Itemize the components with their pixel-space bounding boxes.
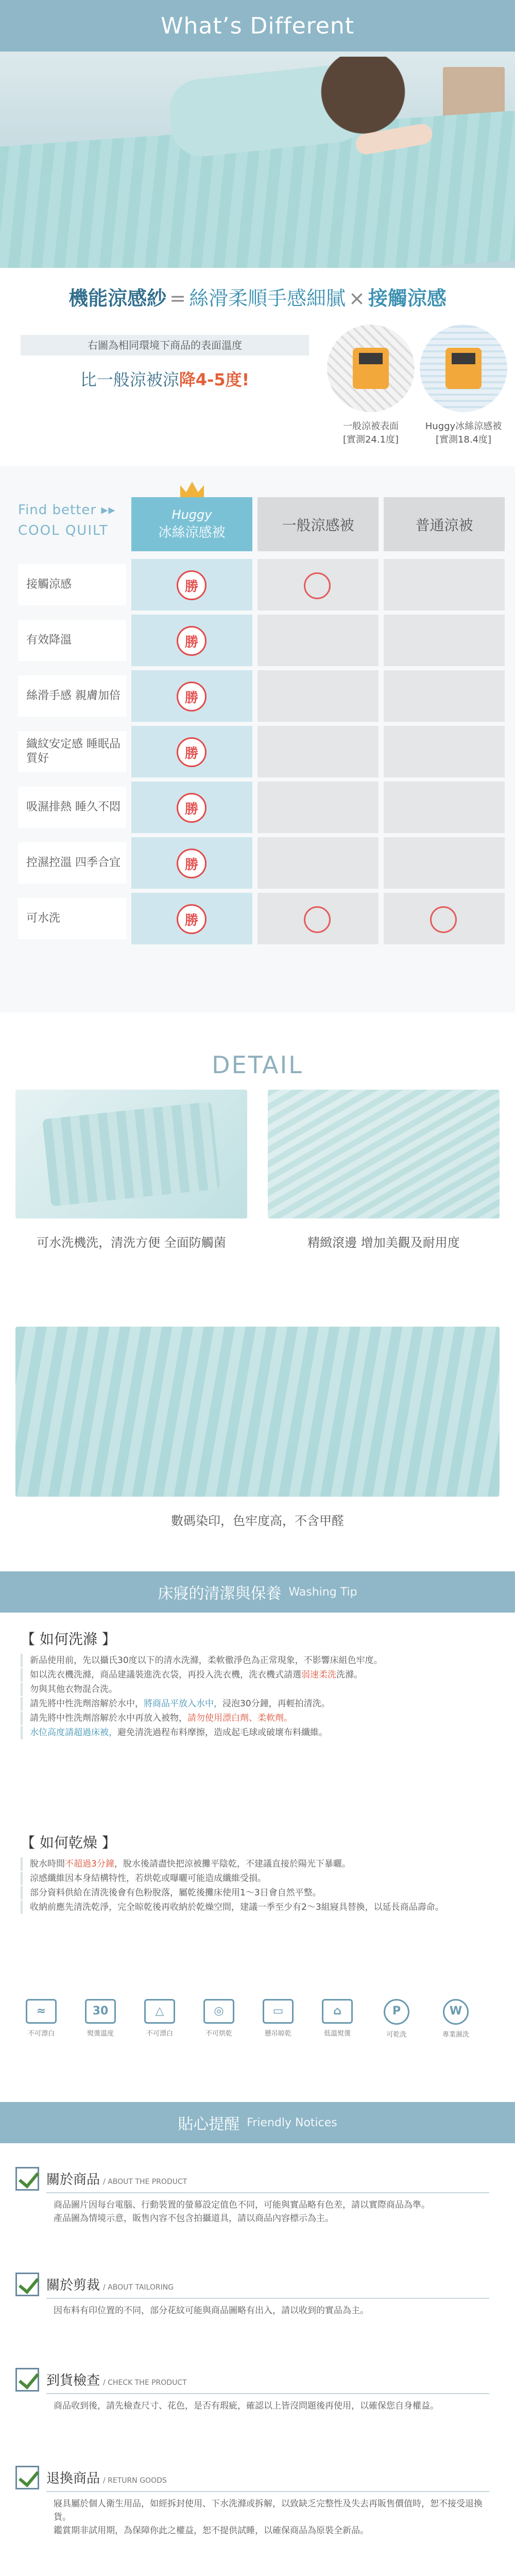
function-title: [0, 282, 515, 311]
care-label: 不可烘乾: [205, 2030, 232, 2038]
care-instruction: [21, 1886, 494, 1900]
normal-cell: [384, 726, 505, 777]
instruction-text: 洗滌。: [336, 1670, 363, 1680]
washing-banner-en: Washing Tip: [288, 1585, 357, 1599]
hero-banner: [0, 0, 515, 52]
hero-bed-photo: [0, 52, 515, 268]
notice-title: 關於商品: [46, 2172, 100, 2188]
care-instruction: [21, 1683, 494, 1696]
notices-banner: [0, 2102, 515, 2143]
care-instruction: [21, 1711, 494, 1725]
win-badge-icon: 勝: [177, 904, 207, 934]
detail-caption: 精緻滾邊 增加美觀及耐用度: [307, 1235, 460, 1250]
checkbox-check-icon: [15, 2466, 39, 2489]
instruction-text: 勿與其他衣物混合洗。: [30, 1684, 117, 1694]
checkbox-check-icon: [15, 2273, 39, 2296]
care-label: 可乾洗: [386, 2031, 407, 2039]
comparison-row: [18, 893, 505, 944]
instruction-text: 水位高度請超過床被，: [30, 1727, 117, 1738]
instruction-text: ，脫水後請盡快把涼被攤平陰乾，不建議直接於陽光下暴曬。: [114, 1859, 351, 1869]
notice-divider: [46, 2192, 489, 2193]
instruction-text: 如以洗衣機洗滌，商品建議裝進洗衣袋，再投入洗衣機，洗衣機式請選: [30, 1670, 301, 1680]
comparison-feature: 絲滑手感 親膚加倍: [18, 675, 126, 717]
notice-heading: [46, 2370, 489, 2389]
comparison-feature: 織紋安定感 睡眠品質好: [18, 731, 126, 772]
machine-wash-icon: [21, 1999, 62, 2038]
normal-cell: [384, 837, 505, 889]
notice-item: [46, 2275, 489, 2317]
care-label: 專業濕洗: [442, 2031, 469, 2039]
huggy-cell: [131, 837, 252, 889]
notices-banner-title: 貼心提醒: [178, 2115, 240, 2133]
instruction-text: 避免清洗過程布料摩擦，造成起毛球或破壞布料纖維。: [117, 1727, 328, 1738]
normal-cell: [384, 559, 505, 611]
huggy-quilt-swatch: [420, 325, 507, 412]
normal-cell: [384, 893, 505, 944]
swatch-temp: [實測18.4度]: [435, 434, 492, 445]
huggy-cell: [131, 726, 252, 777]
thermometer-gun-icon: [353, 348, 389, 389]
notice-divider: [46, 2491, 489, 2492]
no-tumble-icon: [198, 1999, 239, 2038]
general-cell: [258, 726, 379, 777]
column-brand: Huggy: [171, 507, 212, 522]
swatch-name: Huggy冰絲涼感被: [425, 421, 502, 432]
care-glyph: W: [443, 1999, 469, 2025]
notice-lines: [46, 2198, 489, 2225]
column-header-huggy: [131, 497, 252, 551]
comparison-row: [18, 837, 505, 889]
dry-icon: [258, 1999, 299, 2038]
notice-item: [46, 2468, 489, 2537]
care-instruction: [21, 1726, 494, 1739]
hero-title: What’s Different: [161, 12, 354, 39]
general-cell: [258, 670, 379, 722]
care-label: 不可漂白: [27, 2030, 55, 2038]
notice-title-en: / CHECK THE PRODUCT: [103, 2379, 187, 2387]
notice-title: 退換商品: [46, 2471, 100, 2486]
comparison-feature: 可水洗: [18, 898, 126, 939]
normal-cell: [384, 670, 505, 722]
circle-mark-icon: [304, 572, 331, 599]
care-instruction: [21, 1697, 494, 1710]
huggy-cell: [131, 670, 252, 722]
function-title-main: 機能涼感紗: [68, 287, 167, 310]
notice-title-en: / ABOUT THE PRODUCT: [103, 2178, 187, 2186]
washing-banner-title: 床寢的清潔與保養: [158, 1585, 282, 1603]
comparison-row: [18, 670, 505, 722]
cool-quilt-label: COOL QUILT: [18, 523, 109, 538]
compare-pre: 比一般涼被涼: [80, 370, 179, 389]
instruction-text: 請先將中性洗劑溶解於水中再放入被物，: [30, 1713, 187, 1723]
comparison-row: [18, 615, 505, 666]
instruction-text: 浸泡30分鐘，再輕拍清洗。: [222, 1699, 330, 1709]
column-label: 冰絲涼感被: [158, 525, 226, 540]
general-cell: [258, 782, 379, 833]
no-iron-icon: [317, 1999, 358, 2038]
notice-line: 因布料有印位置的不同，部分花紋可能與商品圖略有出入，請以收到的實品為主。: [54, 2306, 369, 2316]
notice-title: 到貨檢查: [46, 2373, 100, 2388]
general-cell: [258, 559, 379, 611]
temperature-compare: [21, 367, 309, 391]
compare-em: 降4-5度!: [179, 370, 250, 389]
times-sign: ×: [349, 287, 365, 310]
column-header-general: 一般涼感被: [258, 497, 379, 551]
care-instruction: [21, 1654, 494, 1667]
detail-photo-folded: [15, 1090, 247, 1218]
comparison-feature: 接觸涼感: [18, 564, 126, 605]
circle-mark-icon: [304, 906, 331, 933]
wet-clean-icon: [435, 1999, 476, 2039]
checkbox-check-icon: [15, 2368, 39, 2392]
huggy-cell: [131, 782, 252, 833]
instruction-text: 弱速柔洗: [301, 1670, 336, 1680]
notice-line: 鑑賞期非試用期，為保障你此之權益，恕不提供試睡，以確保商品為原裝全新品。: [54, 2526, 369, 2536]
normal-cell: [384, 782, 505, 833]
how-to-dry-heading: 【 如何乾燥 】: [21, 1834, 116, 1851]
general-cell: [258, 893, 379, 944]
notice-item: [46, 2370, 489, 2413]
no-bleach-icon: [139, 1999, 180, 2038]
care-icons-row: [21, 1999, 494, 2056]
notice-line: 寢具屬於個人衛生用品，如經拆封使用、下水洗滌或拆解，以致缺乏完整性及失去再販售價值時，恕不接受退換貨。: [54, 2499, 483, 2522]
care-glyph: 30: [85, 1999, 116, 2024]
general-quilt-swatch: [327, 325, 415, 412]
care-instruction: [21, 1901, 494, 1914]
care-instruction: [21, 1857, 494, 1871]
notice-lines: [46, 2304, 489, 2317]
find-better-label: Find better ▸▸: [18, 502, 116, 518]
function-title-desc: 絲滑柔順手感細膩: [188, 287, 346, 310]
win-badge-icon: 勝: [177, 793, 207, 823]
detail-caption: 可水洗機洗，清洗方便 全面防觸菌: [37, 1235, 226, 1250]
win-badge-icon: 勝: [177, 626, 207, 656]
comparison-row: [18, 559, 505, 611]
notice-line: 商品圖片因每台電腦、行動裝置的螢幕設定值色不同，可能與實品略有色差，請以實際商品為準。: [54, 2200, 430, 2210]
notice-title: 關於剪裁: [46, 2278, 100, 2293]
care-glyph: △: [144, 1999, 175, 2024]
column-header-normal: 普通涼被: [384, 497, 505, 551]
comparison-row: [18, 726, 505, 777]
notice-line: 商品收到後，請先檢查尺寸、花色，是否有瑕疵，確認以上皆沒問題後再使用，以確保您自身權益。: [54, 2401, 439, 2411]
care-instruction: [21, 1668, 494, 1682]
care-label: 懸吊晾乾: [264, 2030, 291, 2038]
swatch-temp: [實測24.1度]: [342, 434, 399, 445]
comparison-row: [18, 782, 505, 833]
how-to-wash-heading: 【 如何洗滌 】: [21, 1631, 116, 1648]
care-instruction: [21, 1872, 494, 1885]
instruction-text: 收納前應先清洗乾淨，完全晾乾後再收納於乾燥空間，建議一季至少有2～3組寢具替換，以延長商品壽命。: [30, 1902, 444, 1912]
swatch-caption: [417, 420, 510, 447]
care-glyph: P: [384, 1999, 409, 2025]
instruction-text: 請先將中性洗劑溶解於水中，: [30, 1699, 144, 1709]
washing-banner: [0, 1571, 515, 1613]
general-cell: [258, 837, 379, 889]
checkbox-check-icon: [15, 2167, 39, 2191]
general-cell: [258, 615, 379, 666]
dry-clean-icon: [376, 1999, 417, 2039]
care-label: 低溫熨燙: [323, 2030, 351, 2038]
dry-list: [21, 1857, 494, 1915]
wash-list: [21, 1654, 494, 1740]
care-glyph: ⌂: [322, 1999, 353, 2024]
instruction-text: 脫水時間: [30, 1859, 65, 1869]
detail-caption: 數碼染印，色牢度高，不含甲醛: [171, 1514, 344, 1528]
instruction-text: 請勿使用漂白劑、柔軟劑。: [187, 1713, 293, 1723]
notice-divider: [46, 2393, 489, 2394]
notice-heading: [46, 2169, 489, 2188]
huggy-cell: [131, 615, 252, 666]
notices-banner-en: Friendly Notices: [247, 2116, 337, 2129]
detail-photo-print: [15, 1327, 500, 1497]
notice-heading: [46, 2468, 489, 2487]
instruction-text: 部分資料供給在清洗後會有色粉脫落，屬乾後攤床使用1～3日會自然平整。: [30, 1888, 321, 1898]
function-title-strong: 接觸涼感: [368, 287, 447, 310]
win-badge-icon: 勝: [177, 570, 207, 600]
comparison-feature: 有效降溫: [18, 620, 126, 661]
win-badge-icon: 勝: [177, 682, 207, 711]
comparison-feature: 控濕控溫 四季合宜: [18, 842, 126, 884]
instruction-text: 涼感纖維因本身結構特性，若烘乾或曝曬可能造成纖維受損。: [30, 1873, 266, 1884]
notice-title-en: / RETURN GOODS: [103, 2477, 167, 2485]
huggy-cell: [131, 893, 252, 944]
equals-sign: =: [169, 287, 186, 310]
comparison-feature: 吸濕排熱 睡久不悶: [18, 787, 126, 828]
instruction-text: 不超過3分鐘: [65, 1859, 114, 1869]
notice-divider: [46, 2298, 489, 2299]
thermometer-gun-icon: [445, 348, 482, 389]
win-badge-icon: 勝: [177, 737, 207, 767]
instruction-text: 將商品平放入水中，: [144, 1699, 222, 1709]
wash-30-icon: [80, 1999, 121, 2038]
care-label: 熨燙溫度: [87, 2030, 114, 2038]
swatch-caption: [324, 420, 417, 447]
care-label: 不可漂白: [146, 2030, 173, 2038]
notice-heading: [46, 2275, 489, 2294]
temperature-note: 右圖為相同環境下商品的表面溫度: [21, 335, 309, 355]
huggy-cell: [131, 559, 252, 611]
normal-cell: [384, 615, 505, 666]
swatch-name: 一般涼被表面: [343, 421, 399, 432]
notice-line: 產品圖為情境示意，販售內容不包含拍攝道具，請以商品內容標示為主。: [54, 2213, 334, 2224]
notice-lines: [46, 2497, 489, 2537]
care-glyph: ▭: [263, 1999, 294, 2024]
detail-photo-edge: [268, 1090, 500, 1218]
detail-title: DETAIL: [212, 1051, 303, 1079]
notice-lines: [46, 2399, 489, 2413]
win-badge-icon: 勝: [177, 849, 207, 878]
notice-title-en: / ABOUT TAILORING: [103, 2283, 174, 2292]
instruction-text: 新品使用前，先以攝氏30度以下的清水洗滌，柔軟徹淨色為正常現象，不影響床組色牢度。: [30, 1655, 383, 1666]
notice-item: [46, 2169, 489, 2225]
care-glyph: ◎: [203, 1999, 234, 2024]
care-glyph: ≈: [26, 1999, 57, 2024]
circle-mark-icon: [430, 906, 457, 933]
